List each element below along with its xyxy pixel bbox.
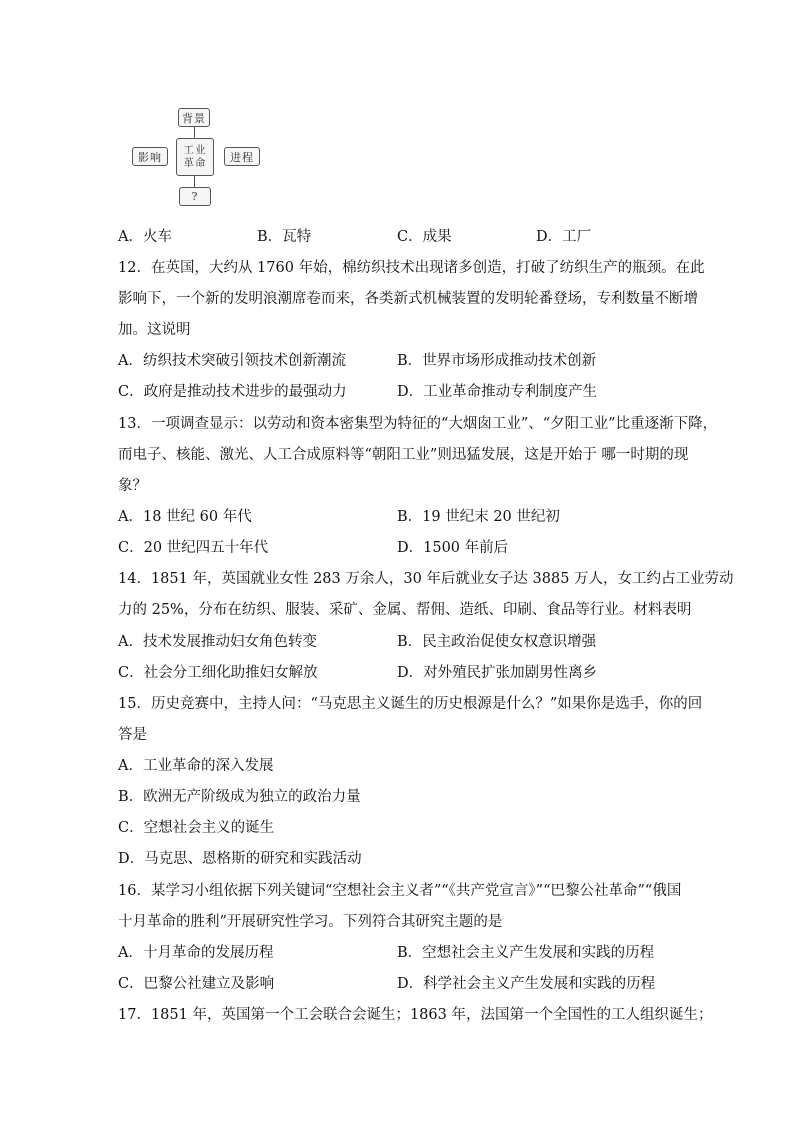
q12-stem-line: 影响下，一个新的发明浪潮席卷而来，各类新式机械装置的发明轮番登场，专利数量不断增 xyxy=(118,291,698,307)
q15-stem-line: 答是 xyxy=(118,727,147,743)
q14-option-c[interactable]: C．社会分工细化助推妇女解放 xyxy=(118,665,318,681)
q14-stem-line: 力的 25%，分布在纺织、服装、采矿、金属、帮佣、造纸、印刷、食品等行业。材料表明 xyxy=(118,602,692,618)
q16-stem-line: 十月革命的胜利”开展研究性学习。下列符合其研究主题的是 xyxy=(118,914,503,930)
diagram-center-line2: 革命 xyxy=(183,157,207,169)
q14-option-d[interactable]: D．对外殖民扩张加剧男性离乡 xyxy=(397,665,598,681)
q13-option-a[interactable]: A．18 世纪 60 年代 xyxy=(118,509,252,525)
q11-option-b[interactable]: B．瓦特 xyxy=(257,229,312,245)
q12-stem-line: 加。这说明 xyxy=(118,322,191,338)
q11-option-c[interactable]: C．成果 xyxy=(397,229,452,245)
q16-stem-line: 16．某学习小组依据下列关键词“空想社会主义者”“《共产党宣言》”“巴黎公社革命”“俄国 xyxy=(118,883,682,899)
q13-stem-line: 13．一项调查显示：以劳动和资本密集型为特征的“大烟囱工业”、“夕阳工业”比重逐渐下降， xyxy=(118,416,718,432)
q16-option-a[interactable]: A．十月革命的发展历程 xyxy=(118,945,274,961)
q15-option-a[interactable]: A．工业革命的深入发展 xyxy=(118,758,274,774)
diagram-connector xyxy=(194,127,195,138)
q13-option-c[interactable]: C．20 世纪四五十年代 xyxy=(118,540,269,556)
q15-option-b[interactable]: B．欧洲无产阶级成为独立的政治力量 xyxy=(118,789,361,805)
q12-option-b[interactable]: B．世界市场形成推动技术创新 xyxy=(397,353,597,369)
diagram-box-unknown: ? xyxy=(179,187,211,206)
q15-option-c[interactable]: C．空想社会主义的诞生 xyxy=(118,820,275,836)
q15-option-d[interactable]: D．马克思、恩格斯的研究和实践活动 xyxy=(118,851,362,867)
diagram-box-background: 背景 xyxy=(178,108,210,127)
diagram-box-influence: 影响 xyxy=(132,147,168,166)
diagram-box-center xyxy=(176,138,214,176)
q13-option-b[interactable]: B．19 世纪末 20 世纪初 xyxy=(397,509,560,525)
q12-option-c[interactable]: C．政府是推动技术进步的最强动力 xyxy=(118,384,347,400)
q14-stem-line: 14．1851 年，英国就业女性 283 万余人，30 年后就业女子达 3885 万人，女工约占工业劳动 xyxy=(118,571,734,587)
q16-option-b[interactable]: B．空想社会主义产生发展和实践的历程 xyxy=(397,945,655,961)
q13-stem-line: 而电子、核能、激光、人工合成原料等“朝阳工业”则迅猛发展，这是开始于 哪一时期的现 xyxy=(118,447,689,463)
q11-option-a[interactable]: A．火车 xyxy=(118,229,172,245)
q12-option-d[interactable]: D．工业革命推动专利制度产生 xyxy=(397,384,598,400)
q16-option-c[interactable]: C．巴黎公社建立及影响 xyxy=(118,976,275,992)
q17-stem-line: 17．1851 年，英国第一个工会联合会诞生；1863 年，法国第一个全国性的工人组织诞生； xyxy=(118,1007,713,1023)
industrial-revolution-diagram xyxy=(130,106,260,208)
q13-option-d[interactable]: D．1500 年前后 xyxy=(397,540,509,556)
diagram-connector xyxy=(194,176,195,187)
q15-stem-line: 15．历史竞赛中，主持人问：“马克思主义诞生的历史根源是什么？”如果你是选手，你的回 xyxy=(118,696,703,712)
q16-option-d[interactable]: D．科学社会主义产生发展和实践的历程 xyxy=(397,976,656,992)
diagram-box-process: 进程 xyxy=(224,147,260,166)
q14-option-b[interactable]: B．民主政治促使女权意识增强 xyxy=(397,634,597,650)
q13-stem-line: 象？ xyxy=(118,478,147,494)
q14-option-a[interactable]: A．技术发展推动妇女角色转变 xyxy=(118,634,317,650)
q11-option-d[interactable]: D．工厂 xyxy=(536,229,592,245)
q12-option-a[interactable]: A．纺织技术突破引领技术创新潮流 xyxy=(118,353,346,369)
diagram-center-line1: 工业 xyxy=(183,144,207,156)
q12-stem-line: 12．在英国，大约从 1760 年始，棉纺织技术出现诸多创造，打破了纺织生产的瓶颈。在此 xyxy=(118,260,705,276)
